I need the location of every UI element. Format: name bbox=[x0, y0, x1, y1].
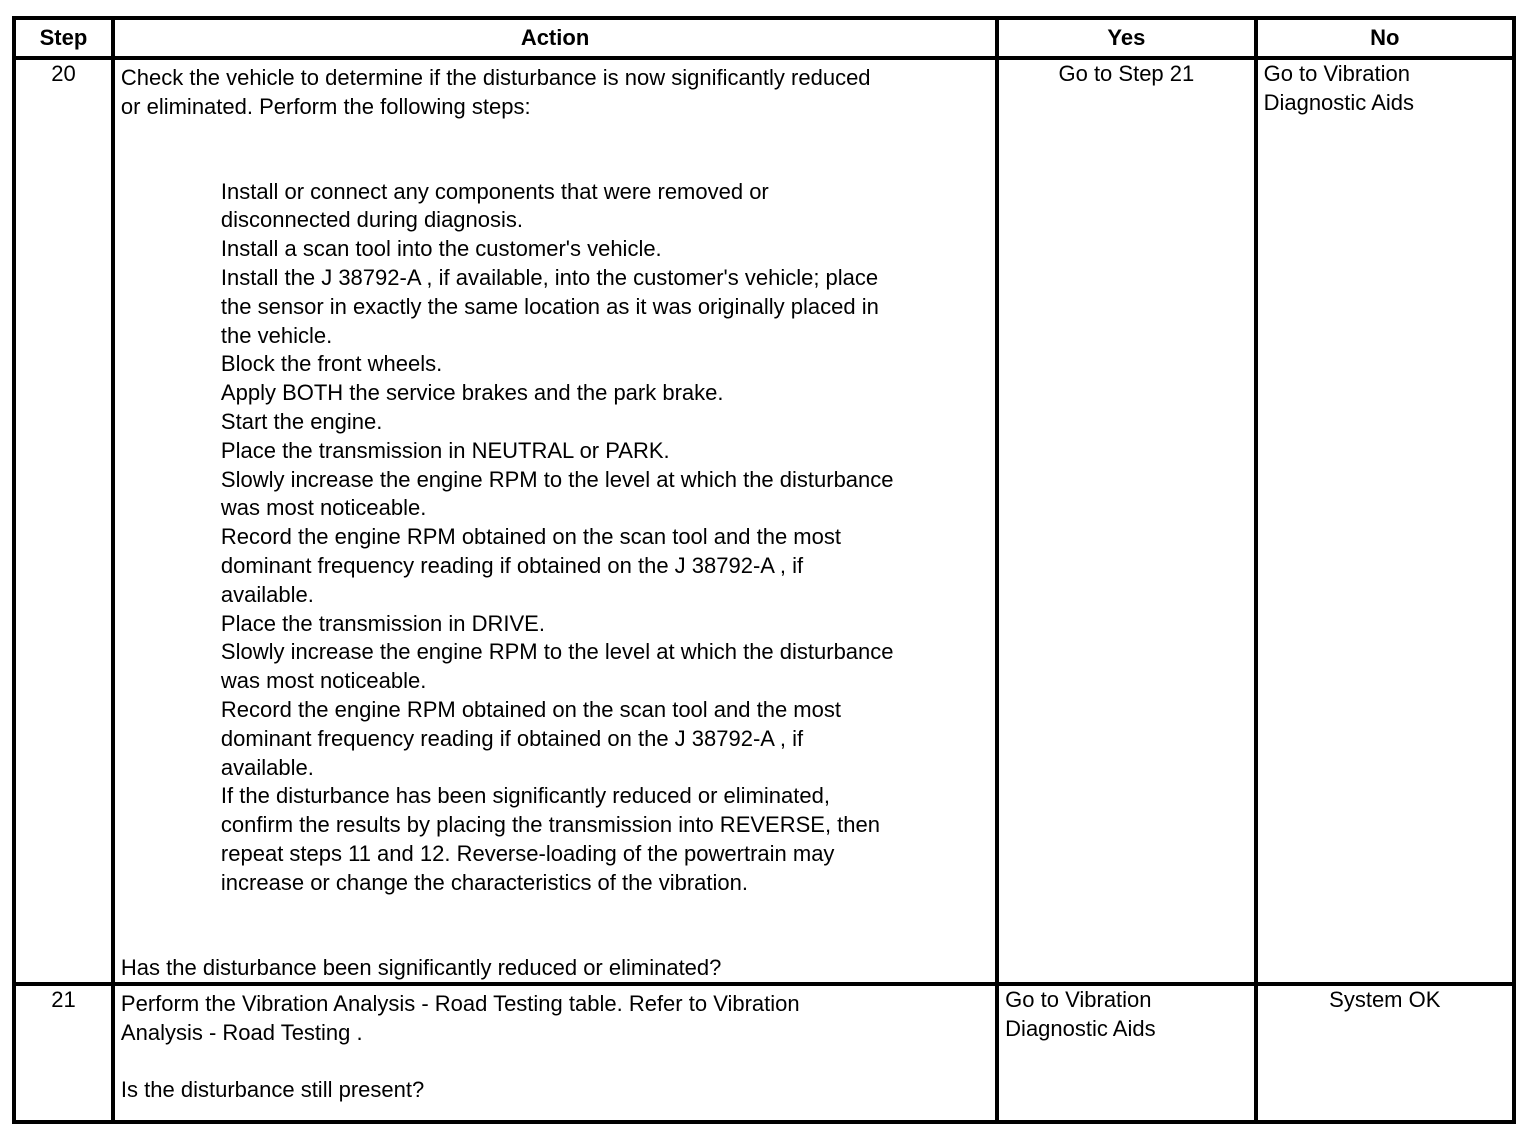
action-cell bbox=[113, 58, 997, 984]
yes-text-line: Diagnostic Aids bbox=[1005, 1016, 1156, 1042]
substep-line: dominant frequency reading if obtained on the J 38792-A , if bbox=[220, 552, 804, 578]
action-intro-line: or eliminated. Perform the following steps: bbox=[120, 93, 531, 119]
header-no: No bbox=[1256, 18, 1514, 58]
substep-list bbox=[221, 178, 989, 898]
substep-line: If the disturbance has been significantly reduced or eliminated, bbox=[220, 783, 830, 809]
substep-line: Slowly increase the engine RPM to the level at which the disturbance bbox=[220, 466, 894, 492]
substep-line: Apply BOTH the service brakes and the park brake. bbox=[220, 380, 724, 406]
substep-line: was most noticeable. bbox=[220, 668, 427, 694]
substep-line: available. bbox=[220, 754, 314, 780]
substep-line: available. bbox=[220, 581, 314, 607]
substep-line: Slowly increase the engine RPM to the level at which the disturbance bbox=[220, 639, 894, 665]
substep-line: increase or change the characteristics of the vibration. bbox=[220, 869, 748, 895]
substep-line: disconnected during diagnosis. bbox=[220, 207, 524, 233]
substep-line: Install or connect any components that were removed or bbox=[220, 178, 769, 204]
yes-cell bbox=[997, 984, 1255, 1122]
table-row bbox=[14, 984, 1514, 1122]
substep-line: the sensor in exactly the same location as it was originally placed in bbox=[220, 293, 879, 319]
substep-line: Start the engine. bbox=[220, 408, 383, 434]
substep-line: Install a scan tool into the customer's vehicle. bbox=[220, 236, 662, 262]
substep-line: Place the transmission in DRIVE. bbox=[220, 610, 545, 636]
header-step: Step bbox=[14, 18, 113, 58]
header-yes: Yes bbox=[997, 18, 1255, 58]
header-row bbox=[14, 18, 1514, 58]
no-cell bbox=[1256, 984, 1514, 1122]
action-intro-line: Perform the Vibration Analysis - Road Testing table. Refer to Vibration bbox=[120, 991, 800, 1017]
action-cell bbox=[113, 984, 997, 1122]
no-cell bbox=[1256, 58, 1514, 984]
diagnostic-table bbox=[12, 16, 1516, 1124]
substep-line: Record the engine RPM obtained on the scan tool and the most bbox=[220, 696, 841, 722]
no-text-line: Diagnostic Aids bbox=[1263, 89, 1414, 115]
no-text: System OK bbox=[1329, 987, 1441, 1013]
yes-text-line: Go to Vibration bbox=[1005, 987, 1152, 1013]
substep-line: was most noticeable. bbox=[220, 495, 427, 521]
step-number: 20 bbox=[14, 58, 113, 984]
substep-line: repeat steps 11 and 12. Reverse-loading of the powertrain may bbox=[220, 840, 835, 866]
substep-line: the vehicle. bbox=[220, 322, 333, 348]
action-question: Has the disturbance been significantly reduced or eliminated? bbox=[120, 954, 722, 980]
action-intro-line: Check the vehicle to determine if the disturbance is now significantly reduced bbox=[120, 65, 871, 90]
substep-line: Record the engine RPM obtained on the scan tool and the most bbox=[220, 524, 841, 550]
no-text-line: Go to Vibration bbox=[1263, 61, 1410, 86]
action-intro-line: Analysis - Road Testing . bbox=[120, 1020, 363, 1046]
yes-text: Go to Step 21 bbox=[1058, 61, 1195, 86]
substep-line: dominant frequency reading if obtained on the J 38792-A , if bbox=[220, 725, 804, 751]
step-number: 21 bbox=[14, 984, 113, 1122]
substep-line: Place the transmission in NEUTRAL or PARK. bbox=[220, 437, 670, 463]
action-question: Is the disturbance still present? bbox=[120, 1076, 425, 1102]
substep-line: Block the front wheels. bbox=[220, 351, 443, 377]
table-row bbox=[14, 58, 1514, 984]
substep-line: confirm the results by placing the transmission into REVERSE, then bbox=[220, 812, 880, 838]
substep-line: Install the J 38792-A , if available, into the customer's vehicle; place bbox=[220, 264, 879, 290]
header-action: Action bbox=[113, 18, 997, 58]
yes-cell bbox=[997, 58, 1255, 984]
